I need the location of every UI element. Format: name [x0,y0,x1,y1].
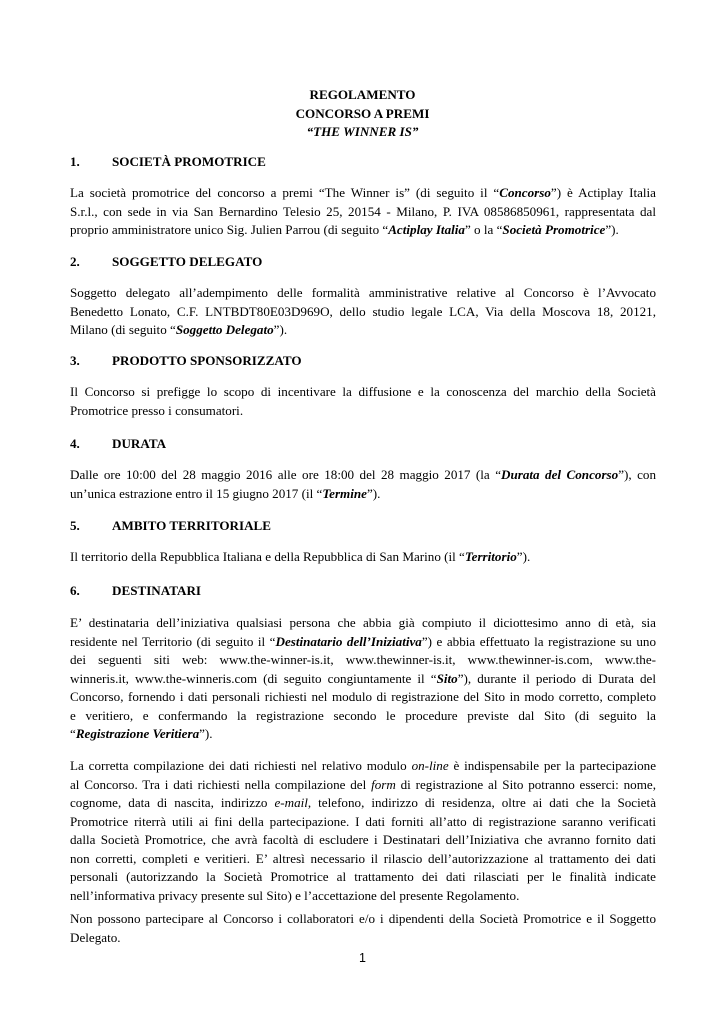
paragraph-prodotto [70,383,656,420]
text-line: Soggetto delegato all’adempimento delle formalità amministrative relative al Concorso è l’Avvocato [70,285,656,300]
section-heading-3 [70,352,302,371]
text-line: nell’informativa privacy presente sul Sito) e l’accettazione del presente Regolamento. [70,887,520,903]
text-line: dei seguenti siti web: www.the-winner-is.it, www.thewinner-is.it, www.thewinner-is.com, www.the- [70,652,656,667]
section-heading-4 [70,435,166,454]
section-number: 1. [70,154,80,169]
page-number: 1 [359,951,366,965]
text-line: winneris.it, www.the-winneris.com (di seguito congiuntamente il “Sito”), durante il periodo di Durata del [70,670,656,686]
text-line: Il territorio della Repubblica Italiana e della Repubblica di San Marino (il “Territorio”). [70,549,531,564]
paragraph-durata [70,466,656,503]
text-line: proprio amministratore unico Sig. Julien Parrou (di seguito “Actiplay Italia” o la “Società Promotrice”). [70,222,619,237]
text-line: un’unica estrazione entro il 15 giugno 2017 (il “Termine”). [70,485,381,501]
text-line: Delegato. [70,929,121,945]
text-line: dalla Società Promotrice, che avrà facoltà di escludere i Destinatari dell’Iniziativa che avranno fornito dati [70,832,656,847]
paragraph-destinatari-1 [70,614,656,744]
text-line: “Registrazione Veritiera”). [70,726,213,741]
section-heading-6 [70,582,201,601]
section-number: 5. [70,518,80,533]
text-line: Promotrice riterrà utili ai fini della partecipazione. I dati forniti all’atto di registrazione saranno verificati [70,813,656,829]
section-title: PRODOTTO SPONSORIZZATO [112,353,302,368]
section-heading-5 [70,517,271,536]
section-number: 3. [70,353,80,368]
paragraph-destinatari-2 [70,757,656,905]
text-line: non corretti, completi e veritieri. E’ altresì necessario il rilascio dell’autorizzazione al trattamento dei dati [70,850,656,866]
text-line: Non possono partecipare al Concorso i collaboratori e/o i dipendenti della Società Promotrice e il Soggetto [70,911,656,926]
title-concorso: CONCORSO A PREMI [295,105,430,121]
section-number: 2. [70,254,80,269]
title-contest-name: “THE WINNER IS” [306,124,419,139]
text-line: Il Concorso si prefigge lo scopo di incentivare la diffusione e la conoscenza del marchio della Società [70,384,656,399]
paragraph-destinatari-3 [70,910,656,947]
text-line: Promotrice presso i consumatori. [70,402,244,418]
section-heading-1 [70,153,266,172]
text-line: Concorso, fornendo i dati personali richiesti nel modulo di registrazione del Sito in modo corretto, completo [70,689,656,704]
title-regolamento: REGOLAMENTO [309,87,416,102]
text-line: E’ destinataria dell’iniziativa qualsiasi persona che abbia già compiuto il diciottesimo anno di età, sia [70,615,656,630]
text-line: Dalle ore 10:00 del 28 maggio 2016 alle ore 18:00 del 28 maggio 2017 (la “Durata del Concorso”), con [70,467,657,482]
text-line: Milano (di seguito “Soggetto Delegato”). [70,322,288,337]
text-line: residente nel Territorio (di seguito il “Destinatario dell’Iniziativa”) e abbia effettuato la registrazione su uno [70,633,656,649]
document-header [0,86,725,142]
section-title: SOGGETTO DELEGATO [112,254,263,269]
section-title: SOCIETÀ PROMOTRICE [112,154,266,169]
paragraph-societa-promotrice [70,184,656,240]
section-title: AMBITO TERRITORIALE [112,518,271,533]
text-line: personali (autorizzando la Società Promotrice al trattamento dei dati rilasciati per le finalità indicate [70,869,656,884]
section-title: DURATA [112,436,167,451]
paragraph-ambito [70,548,656,567]
section-heading-2 [70,253,262,272]
text-line: al Concorso. Tra i dati richiesti nella compilazione del form di registrazione al Sito potranno esserci: nome, [70,776,656,792]
paragraph-soggetto-delegato [70,284,656,340]
text-line: Benedetto Lonato, C.F. LNTBDT80E03D969O, dello studio legale LCA, Via della Moscova 18, 20121, [70,303,656,319]
text-line: e veritiero, e confermando la registrazione secondo le procedure previste dal Sito (di seguito la [70,707,656,723]
text-line: S.r.l., con sede in via San Bernardino Telesio 25, 20154 - Milano, P. IVA 08586850961, rappresentata dal [70,203,656,219]
text-line: cognome, data di nascita, indirizzo e-mail, telefono, indirizzo di residenza, oltre ai dati che la Società [70,795,656,810]
text-line: La società promotrice del concorso a premi “The Winner is” (di seguito il “Concorso”) è Actiplay Italia [70,185,656,200]
section-number: 4. [70,436,80,451]
section-number: 6. [70,583,80,598]
text-line: La corretta compilazione dei dati richiesti nel relativo modulo on-line è indispensabile per la partecipazione [70,758,657,773]
section-title: DESTINATARI [112,583,202,598]
